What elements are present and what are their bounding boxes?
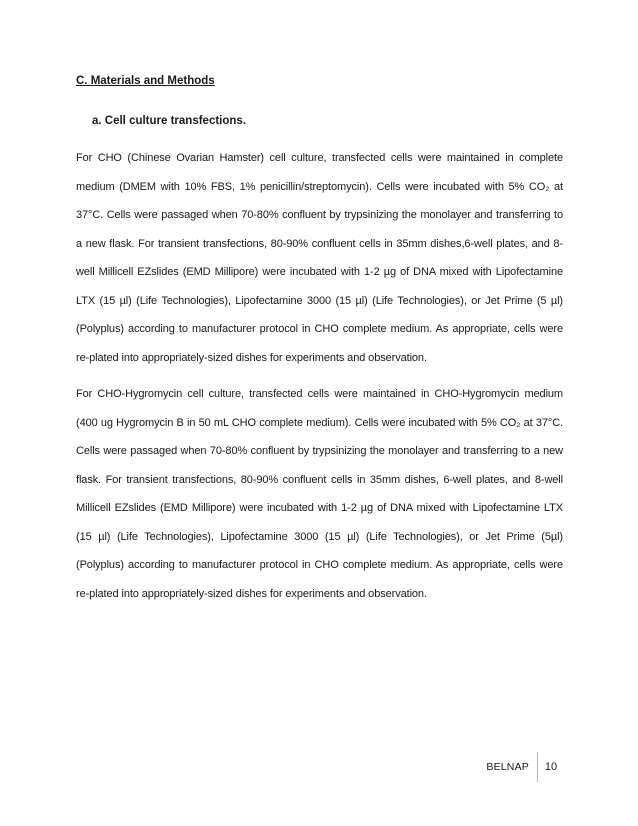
page-content <box>76 72 563 608</box>
paragraph-cho-hygromycin-culture: For CHO-Hygromycin cell culture, transfected cells were maintained in CHO-Hygromycin medium (400 ug Hygromycin B in 50 mL CHO complete medium). Cells were incubated with 5% CO₂ at 37°C. Cells were passaged when 70-80% confluent by trypsinizing the monolayer and transferring to a new flask. For transient transfections, 80-90% confluent cells in 35mm dishes, 6-well plates, and 8-well Millicell EZslides (EMD Millipore) were incubated with 1-2 µg of DNA mixed with Lipofectamine LTX (15 µl) (Life Technologies), Lipofectamine 3000 (15 µl) (Life Technologies), or Jet Prime (5µl) (Polyplus) according to manufacturer protocol in CHO complete medium. As appropriate, cells were re-plated into appropriately-sized dishes for experiments and observation. <box>76 388 563 600</box>
page-number: 10 <box>537 752 564 782</box>
page-footer <box>480 752 564 782</box>
paragraph-cho-culture: For CHO (Chinese Ovarian Hamster) cell culture, transfected cells were maintained in complete medium (DMEM with 10% FBS, 1% penicillin/streptomycin). Cells were incubated with 5% CO₂ at 37°C. Cells were passaged when 70-80% confluent by trypsinizing the monolayer and transferring to a new flask. For transient transfections, 80-90% confluent cells in 35mm dishes,6-well plates, and 8-well Millicell EZslides (EMD Millipore) were incubated with 1-2 µg of DNA mixed with Lipofectamine LTX (15 µl) (Life Technologies), Lipofectamine 3000 (15 µl) (Life Technologies), or Jet Prime (5 µl) (Polyplus) according to manufacturer protocol in CHO complete medium. As appropriate, cells were re-plated into appropriately-sized dishes for experiments and observation. <box>76 152 563 364</box>
subsection-heading: a. Cell culture transfections. <box>92 115 247 127</box>
section-heading: C. Materials and Methods <box>76 75 215 87</box>
footer-author: BELNAP <box>486 761 529 773</box>
